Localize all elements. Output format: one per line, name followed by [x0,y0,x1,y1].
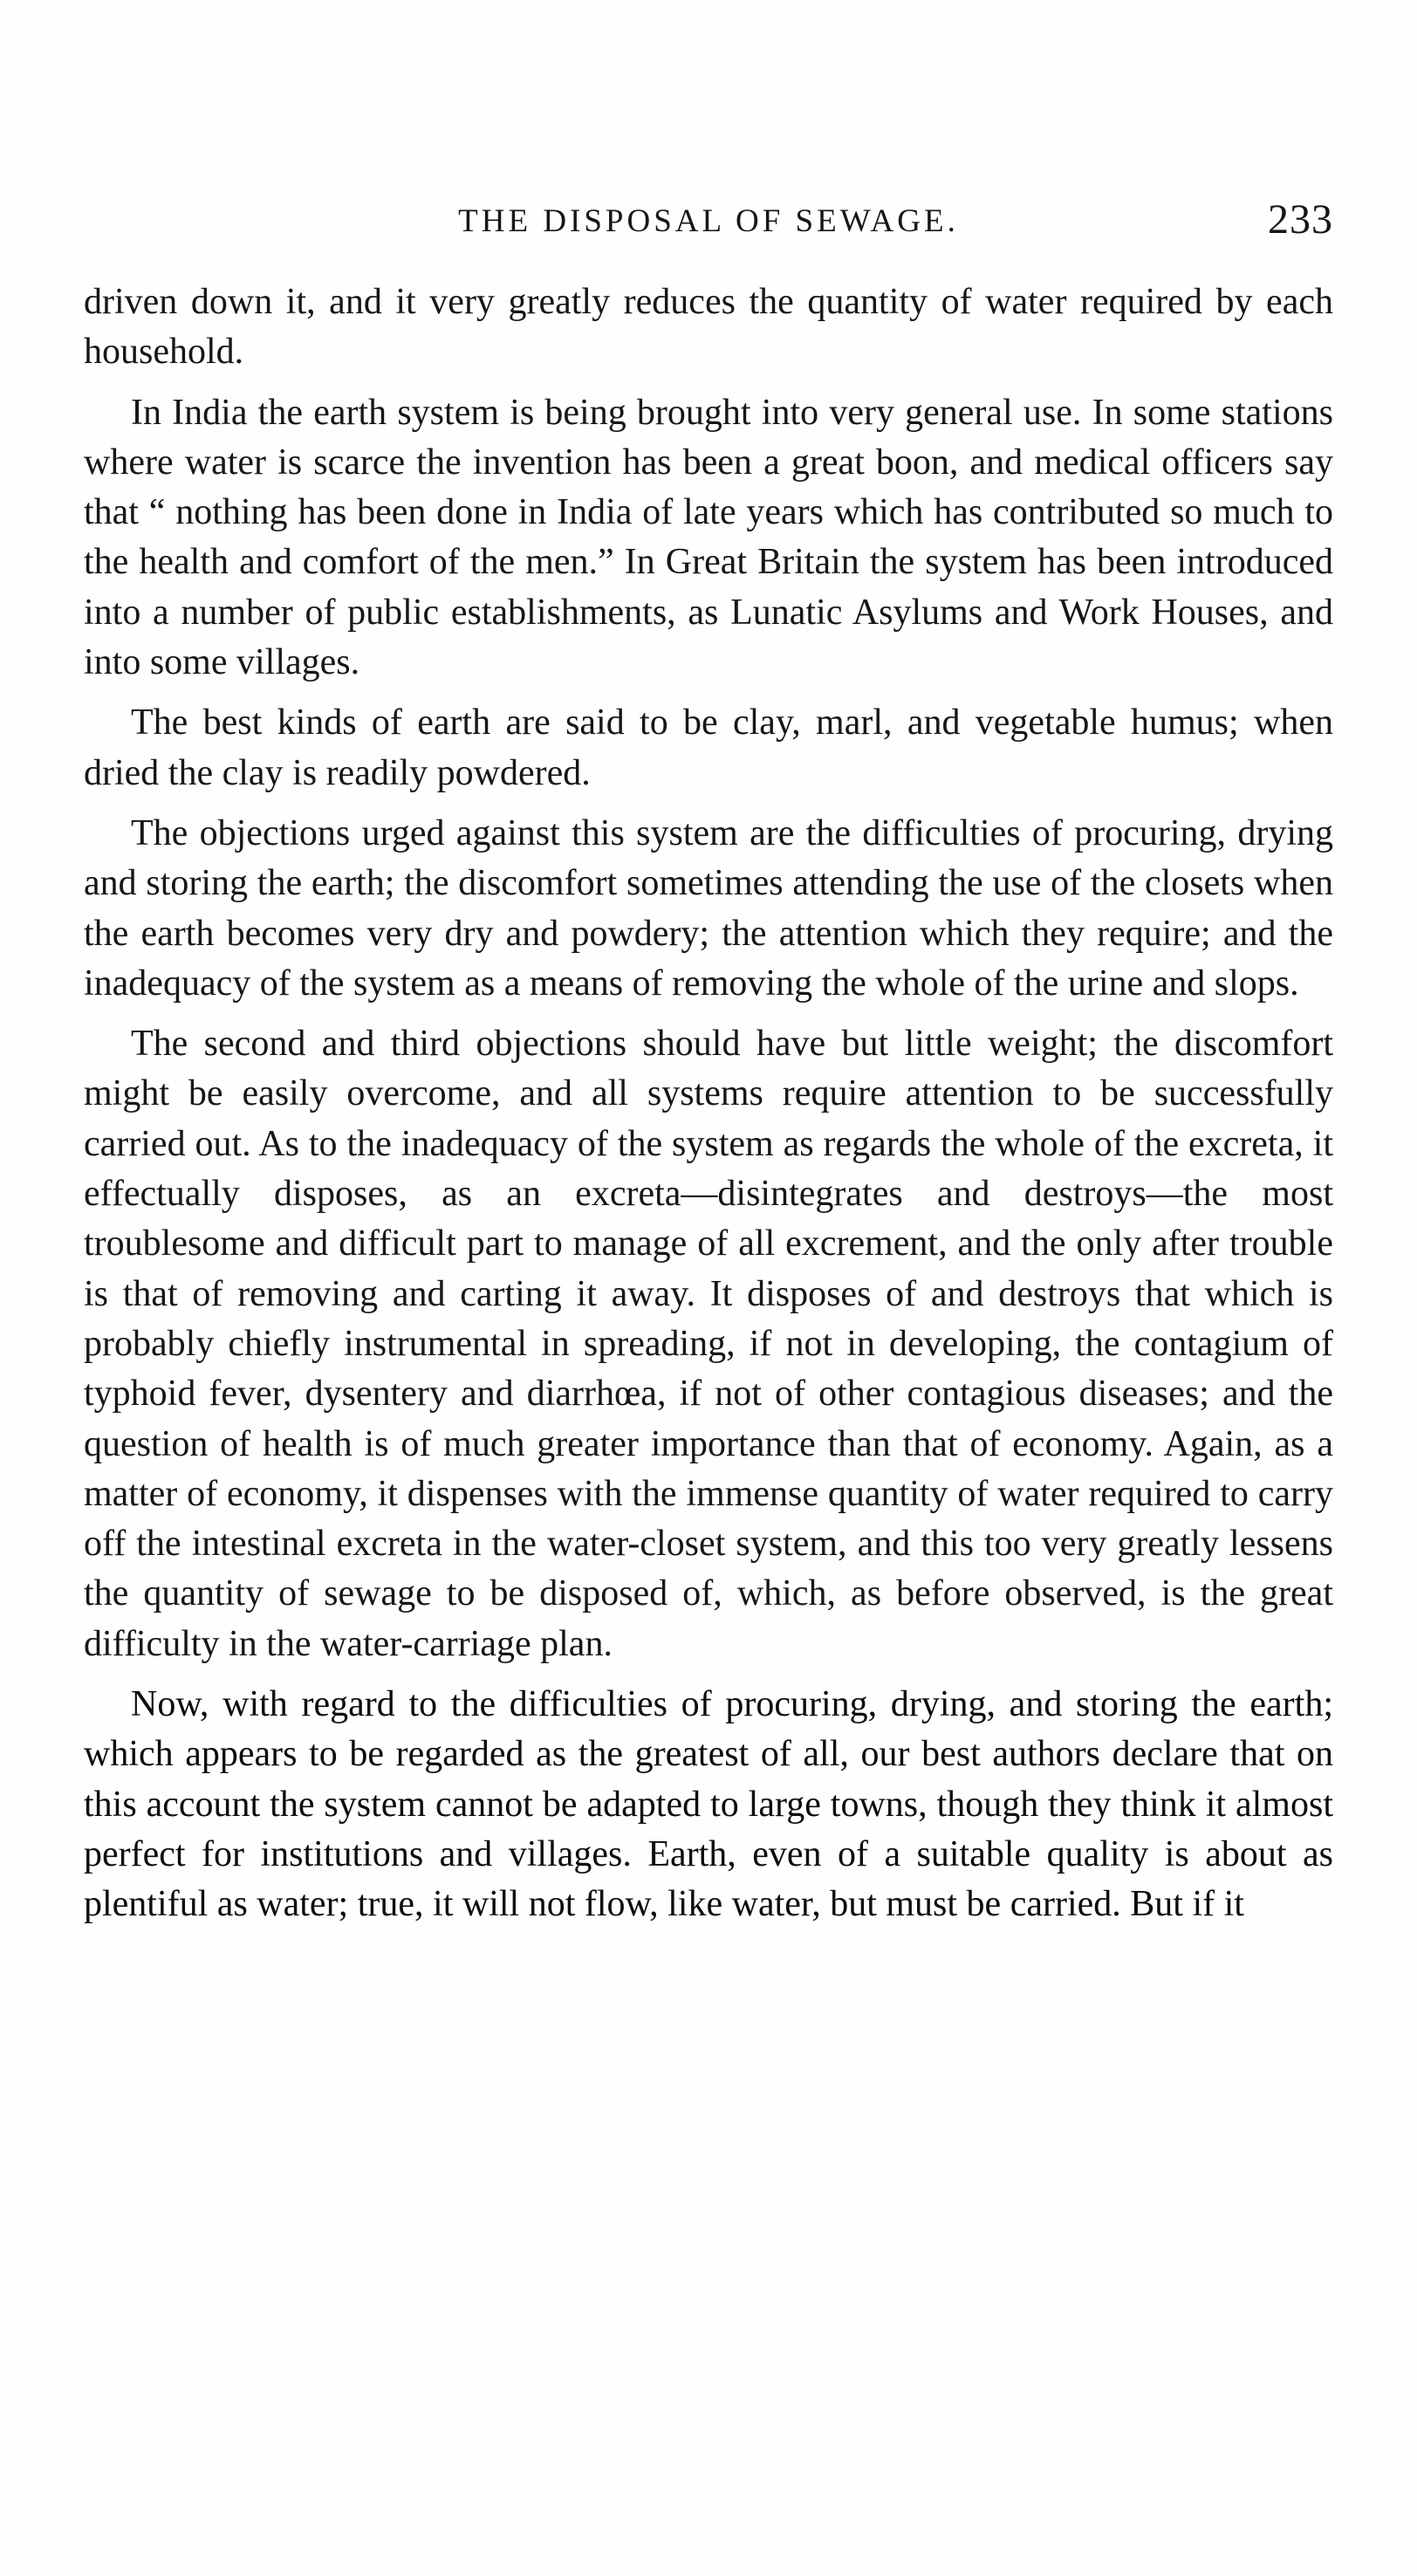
paragraph-continuation: driven down it, and it very greatly reduces the quantity of water required by each household. [84,282,1333,373]
paragraph-kinds-of-earth: The best kinds of earth are said to be clay, marl, and vegetable humus; when dried the clay is readily powdered. [84,702,1333,793]
page-number: 233 [1268,196,1333,243]
paragraph-second-third-objections: The second and third objections should have but little weight; the discomfort might be easily overcome, and all systems require attention to be successfully carried out. As to the inadequacy of the system as regards the whole of the excreta, it effectually disposes, as an excreta—disintegrates and destroys—the most troublesome and difficult part to manage of all excrement, and the only after trouble is that of removing and carting it away. It disposes of and destroys that which is probably chiefly instrumental in spreading, if not in developing, the contagium of typhoid fever, dysentery and diarrhœa, if not of other contagious diseases; and the question of health is of much greater importance than that of economy. Again, as a matter of economy, it dispenses with the immense quantity of water required to carry off the intestinal excreta in the water-closet system, and this too very greatly lessens the quantity of sewage to be disposed of, which, as before observed, is the great difficulty in the water-carriage plan. [84,1024,1333,1664]
body-text [84,277,1333,1941]
running-head [84,196,1333,248]
paragraph-india-earth-system: In India the earth system is being brought into very general use. In some stations where water is scarce the invention has been a great boon, and medical officers say that “ nothing has been done in India of late years which has contributed so much to the health and comfort of the men.” In Great Britain the system has been introduced into a number of public establishments, as Lunatic Asylums and Work Houses, and into some villages. [84,392,1333,683]
running-title: THE DISPOSAL OF SEWAGE. [458,203,959,239]
paragraph-objections: The objections urged against this system are the difficulties of procuring, drying and storing the earth; the discomfort sometimes attending the use of the closets when the earth becomes very dry and powdery; the attention which they require; and the inadequacy of the system as a means of removing the whole of the urine and slops. [84,812,1333,1004]
paragraph-procuring-earth: Now, with regard to the difficulties of procuring, drying, and storing the earth; which appears to be regarded as the greatest of all, our best authors declare that on this account the system cannot be adapted to large towns, though they think it almost perfect for institutions and villages. Earth, even of a suitable quality is about as plentiful as water; true, it will not flow, like water, but must be carried. But if it [84,1684,1333,1925]
